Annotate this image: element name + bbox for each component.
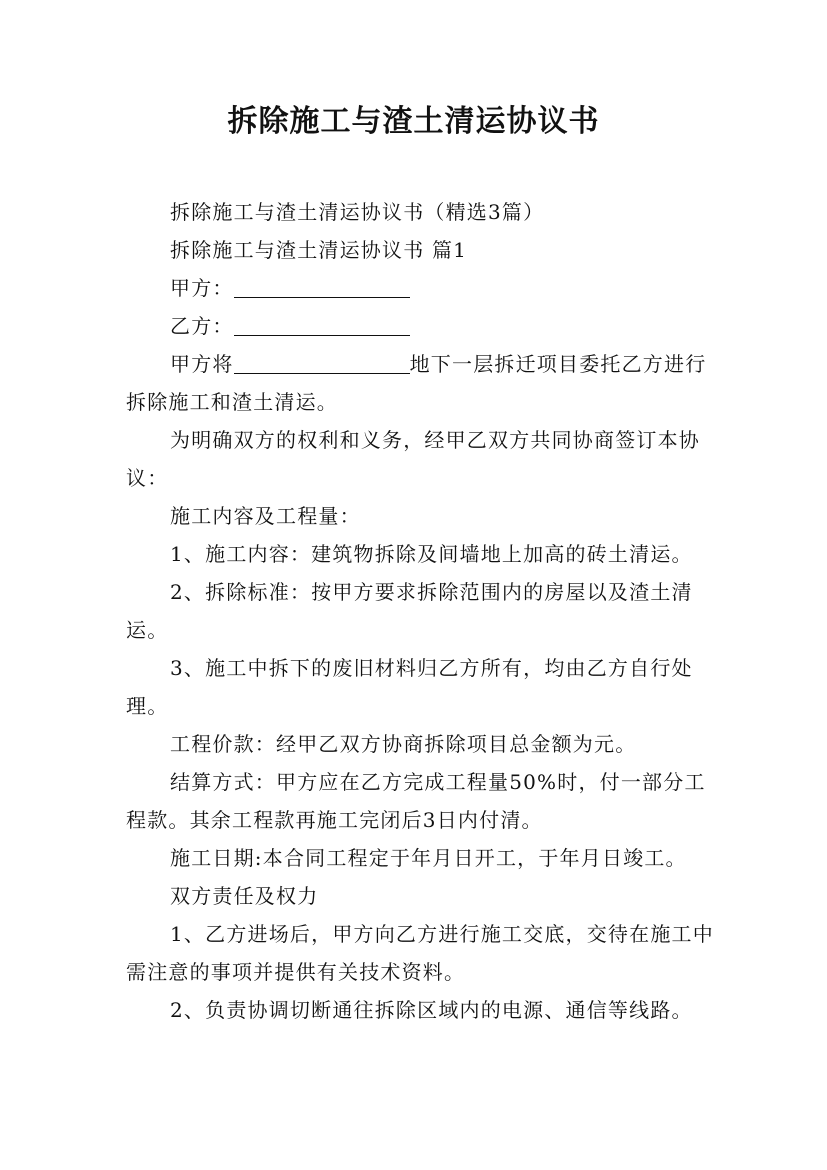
scope-heading: 施工内容及工程量：	[170, 504, 361, 528]
party-b-line	[126, 307, 716, 345]
entrust-suffix: 地下一层拆迁项目委托乙方进行拆除施工和渣土清运。	[126, 352, 707, 414]
document-body	[126, 193, 716, 1029]
section-heading: 拆除施工与渣土清运协议书 篇1	[170, 238, 468, 262]
party-a-blank	[234, 275, 410, 298]
scope-item-2: 2、拆除标准：按甲方要求拆除范围内的房屋以及渣土清运。	[126, 580, 693, 642]
entrust-prefix: 甲方将	[170, 352, 234, 376]
party-a-label: 甲方：	[170, 276, 234, 300]
duty-item-2: 2、负责协调切断通往拆除区域内的电源、通信等线路。	[170, 998, 693, 1022]
subtitle: 拆除施工与渣土清运协议书（精选3篇）	[170, 200, 545, 224]
settlement-paragraph: 结算方式：甲方应在乙方完成工程量50%时，付一部分工程款。其余工程款再施工完闭后3日内付清。	[126, 770, 706, 832]
entrust-paragraph	[126, 345, 716, 421]
project-name-blank	[234, 351, 410, 374]
document-title: 拆除施工与渣土清运协议书	[227, 104, 600, 139]
schedule-paragraph: 施工日期:本合同工程定于年月日开工，于年月日竣工。	[170, 846, 687, 870]
purpose-paragraph: 为明确双方的权利和义务，经甲乙双方共同协商签订本协议：	[126, 428, 700, 490]
duties-heading: 双方责任及权力	[170, 884, 319, 908]
scope-item-3: 3、施工中拆下的废旧材料归乙方所有，均由乙方自行处理。	[126, 656, 693, 718]
price-paragraph: 工程价款：经甲乙双方协商拆除项目总金额为元。	[170, 732, 637, 756]
party-b-label: 乙方：	[170, 314, 234, 338]
scope-item-1: 1、施工内容：建筑物拆除及间墙地上加高的砖土清运。	[170, 542, 693, 566]
party-a-line	[126, 269, 716, 307]
party-b-blank	[234, 313, 410, 336]
duty-item-1: 1、乙方进场后，甲方向乙方进行施工交底，交待在施工中需注意的事项并提供有关技术资料。	[126, 922, 714, 984]
